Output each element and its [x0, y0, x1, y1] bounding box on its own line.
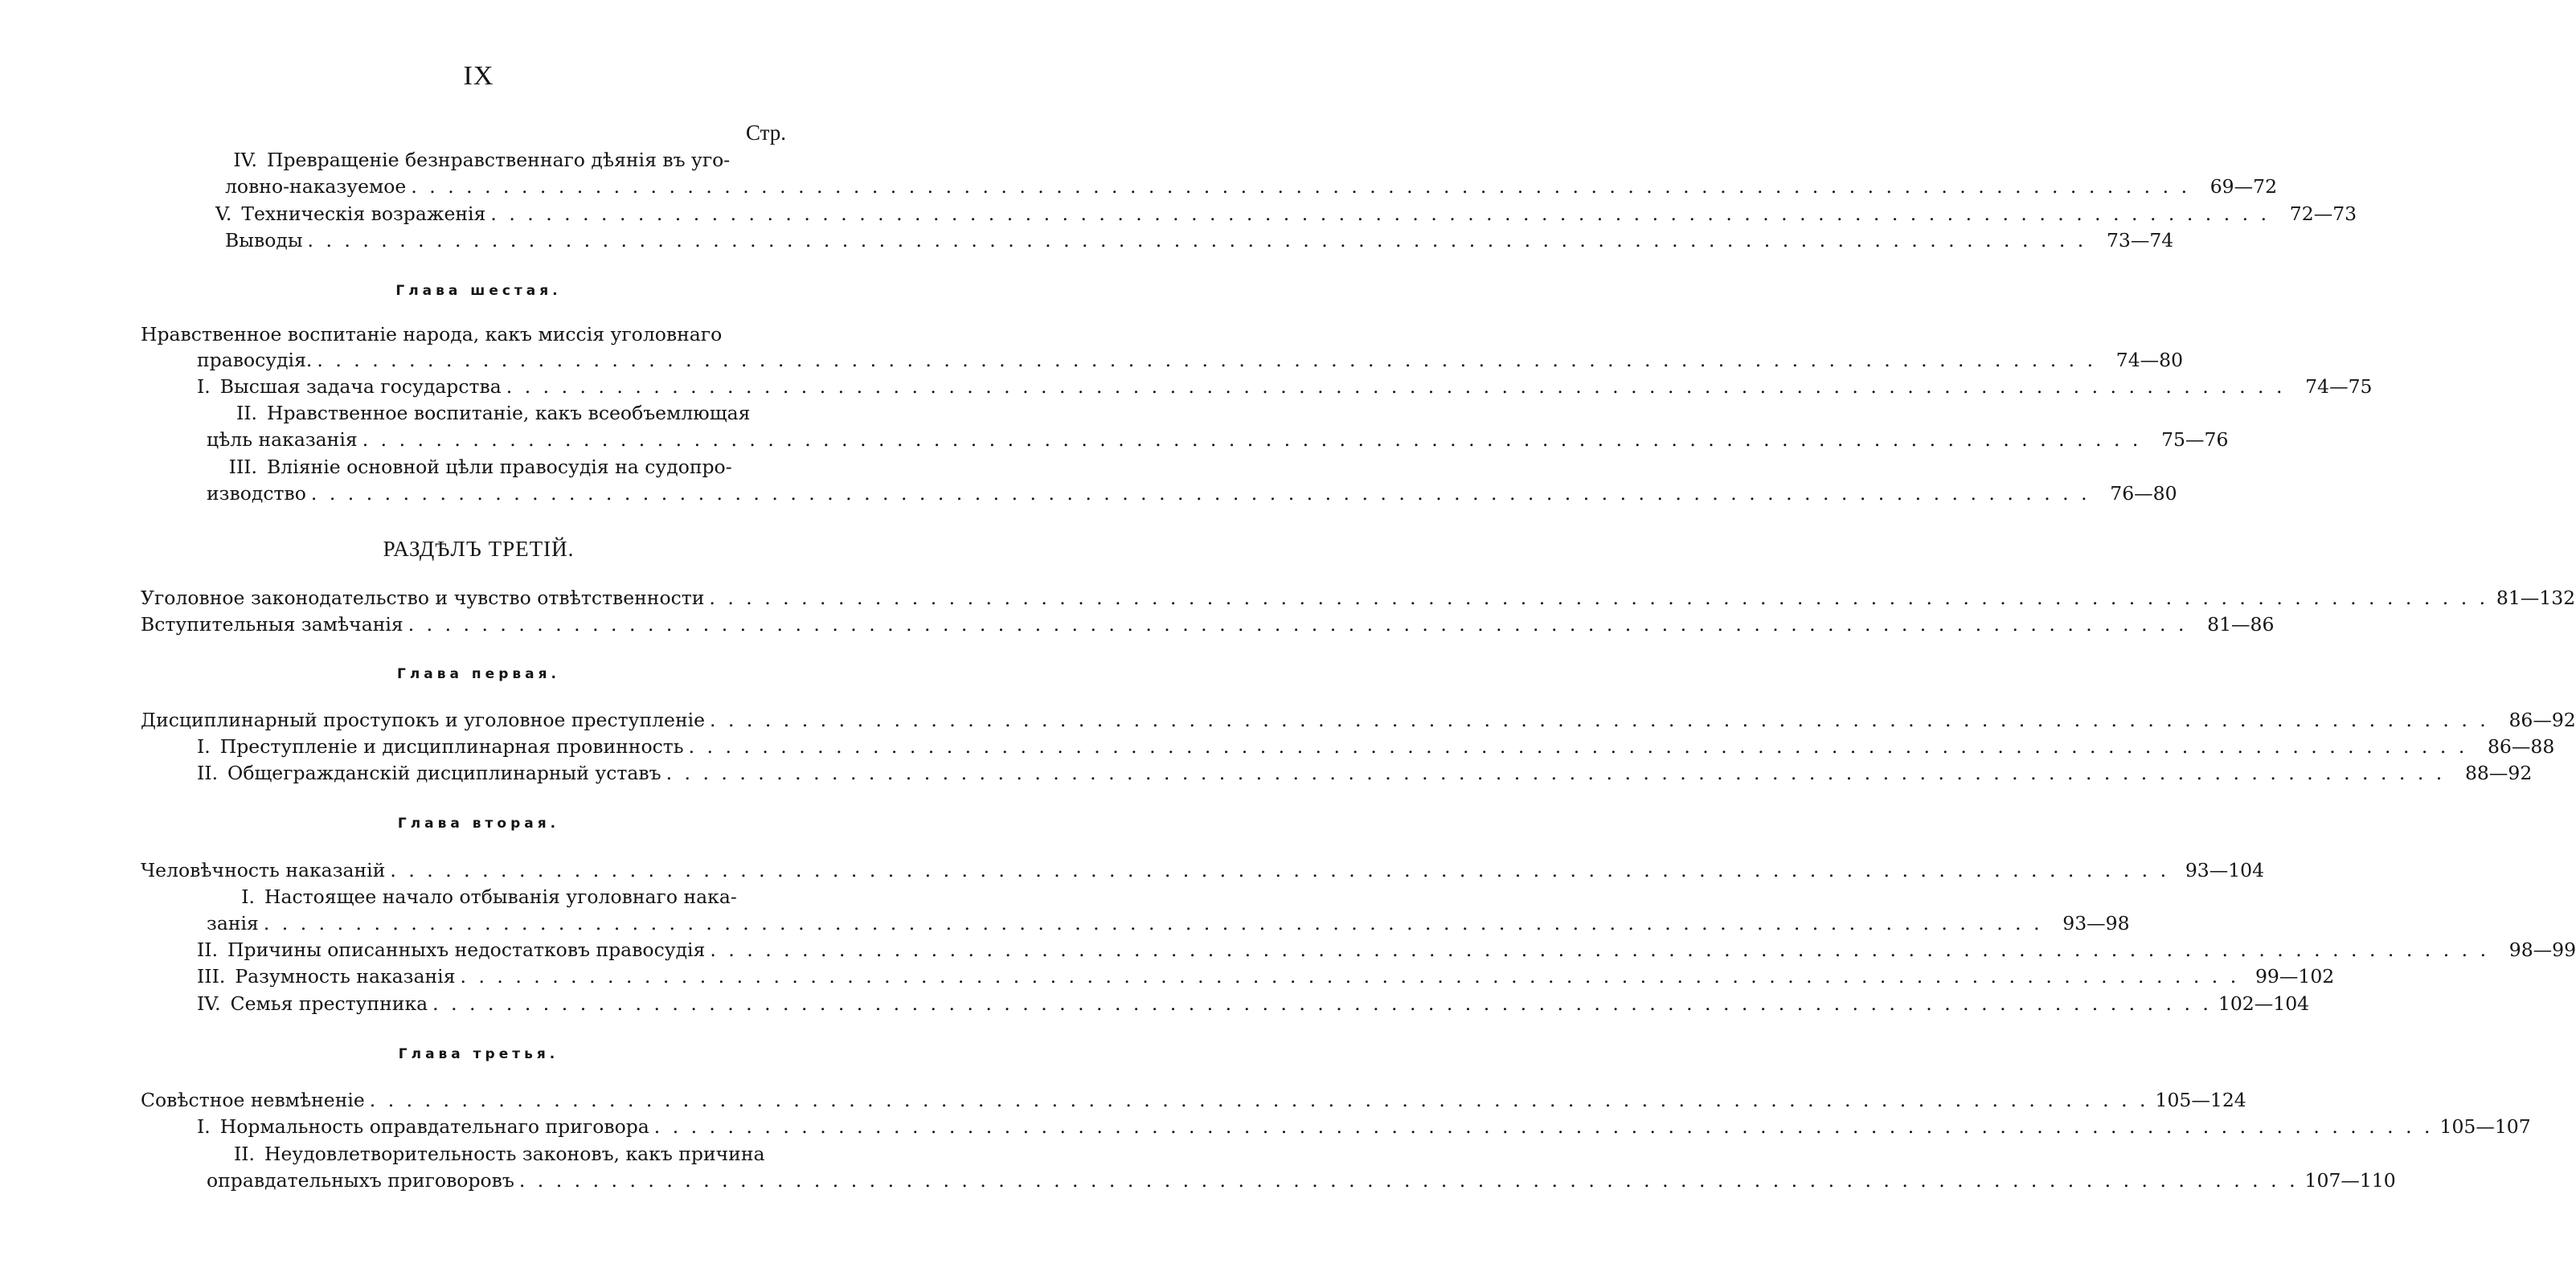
entry-pages: 93—98 — [2062, 912, 2130, 935]
entry-pages: 81—132 — [2496, 587, 2576, 609]
entry-pages: 105—107 — [2439, 1115, 2531, 1138]
entry-title: Превращеніе безнравственнаго дѣянія въ уго- — [267, 149, 731, 171]
chapter-heading: Глава первая. — [397, 666, 560, 682]
leader-dots — [661, 760, 2446, 786]
entry-title: Нравственное воспитаніе народа, какъ миссія уголовнаго — [141, 323, 723, 346]
entry-pages: 107—110 — [2304, 1169, 2396, 1192]
leader-dots — [704, 585, 2488, 611]
leader-dots — [428, 991, 2212, 1016]
entry-title: Вліяніе основной цѣли правосудія на судопро- — [267, 456, 732, 478]
toc-entry — [215, 147, 810, 173]
leader-dots — [259, 910, 2043, 936]
toc-entry — [141, 1087, 2246, 1113]
entry-pages: 88—92 — [2464, 762, 2533, 784]
entry-pages: 93—104 — [2185, 859, 2265, 881]
entry-title: Уголовное законодательство и чувство отвѣтственности — [141, 587, 705, 609]
entry-title: Человѣчность наказаній — [141, 859, 386, 881]
leader-dots — [684, 734, 2468, 759]
leader-dots — [403, 611, 2188, 637]
leader-dots — [358, 427, 2142, 452]
toc-entry — [141, 585, 2576, 611]
entry-number: II. — [197, 939, 219, 961]
toc-entry — [197, 481, 2177, 506]
entry-title: Вступительныя замѣчанія — [141, 613, 403, 636]
leader-dots — [514, 1168, 2299, 1193]
toc-entry — [197, 991, 2310, 1016]
entry-number: V. — [215, 202, 232, 225]
toc-entry — [215, 201, 2357, 227]
entry-pages: 86—92 — [2508, 709, 2576, 731]
entry-pages: 73—74 — [2106, 229, 2174, 252]
leader-dots — [502, 374, 2286, 399]
toc-entry — [141, 321, 808, 347]
section-heading: РАЗДѢЛЪ ТРЕТІЙ. — [383, 537, 575, 561]
toc-entry — [197, 884, 808, 910]
entry-title: Выводы — [225, 229, 303, 252]
entry-title: Нормальность оправдательнаго приговора — [219, 1115, 649, 1138]
entry-pages: 86—88 — [2487, 735, 2555, 758]
entry-title: оправдательныхъ приговоровъ — [207, 1169, 514, 1192]
leader-dots — [456, 963, 2240, 989]
entry-pages: 74—80 — [2115, 349, 2184, 371]
toc-entry — [141, 857, 2265, 883]
toc-entry — [197, 347, 2184, 373]
entry-pages: 72—73 — [2289, 202, 2357, 225]
entry-title: Семья преступника — [230, 992, 428, 1015]
chapter-heading: Глава третья. — [398, 1046, 559, 1062]
leader-dots — [649, 1114, 2434, 1139]
entry-number: I. — [197, 375, 211, 398]
entry-title: Общегражданскій дисциплинарный уставъ — [227, 762, 661, 784]
entry-number: II. — [233, 1143, 255, 1165]
entry-title: Техническія возраженія — [241, 202, 486, 225]
entry-title: Настоящее начало отбыванія уголовнаго нака- — [264, 885, 737, 908]
entry-number: II. — [197, 762, 219, 784]
entry-number: I. — [241, 885, 255, 908]
entry-number: I. — [197, 735, 211, 758]
entry-number: II. — [235, 402, 257, 424]
entry-title: Преступленіе и дисциплинарная провинность — [219, 735, 684, 758]
entry-pages: 99—102 — [2255, 965, 2335, 988]
leader-dots — [365, 1087, 2149, 1113]
entry-title: Совѣстное невмѣненіе — [141, 1089, 365, 1111]
entry-pages: 76—80 — [2110, 482, 2177, 505]
leader-dots — [306, 481, 2091, 506]
entry-number: III. — [228, 456, 257, 478]
leader-dots — [385, 857, 2169, 883]
entry-title: Неудовлетворительность законовъ, какъ причина — [264, 1143, 765, 1165]
toc-entry — [197, 734, 2555, 759]
toc-entry — [141, 707, 2576, 733]
toc-entry — [197, 963, 2335, 989]
entry-title: ловно-наказуемое — [225, 175, 407, 198]
entry-title: Нравственное воспитаніе, какъ всеобъемлющая — [267, 402, 751, 424]
page-number: IX — [463, 61, 494, 91]
leader-dots — [485, 201, 2270, 227]
entry-title: Разумность наказанія — [235, 965, 456, 988]
toc-entry — [215, 174, 2278, 199]
entry-number: III. — [197, 965, 226, 988]
entry-title: Дисциплинарный проступокъ и уголовное преступленіе — [141, 709, 706, 731]
toc-entry — [197, 937, 2576, 963]
toc-entry — [215, 227, 2174, 253]
entry-number: IV. — [233, 149, 257, 171]
toc-entry — [197, 1168, 2396, 1193]
toc-entry — [197, 1114, 2531, 1139]
entry-title: Причины описанныхъ недостатковъ правосудія — [227, 939, 706, 961]
entry-pages: 102—104 — [2218, 992, 2310, 1015]
pages-column-label: Стр. — [746, 121, 787, 145]
toc-entry — [197, 400, 808, 426]
toc-entry — [197, 427, 2229, 452]
toc-entry — [197, 910, 2130, 936]
toc-entry — [197, 760, 2533, 786]
leader-dots — [705, 937, 2489, 963]
entry-number: I. — [197, 1115, 211, 1138]
entry-title: правосудія. — [197, 349, 313, 371]
leader-dots — [303, 227, 2087, 253]
entry-title: цѣль наказанія — [207, 428, 358, 451]
entry-pages: 81—86 — [2207, 613, 2275, 636]
chapter-heading: Глава шестая. — [395, 283, 562, 299]
entry-title: изводство — [207, 482, 306, 505]
entry-pages: 75—76 — [2161, 428, 2229, 451]
entry-pages: 74—75 — [2305, 375, 2373, 398]
leader-dots — [312, 347, 2096, 373]
entry-pages: 105—124 — [2155, 1089, 2246, 1111]
toc-entry — [141, 611, 2275, 637]
toc-entry — [197, 1141, 808, 1167]
entry-title: занія — [207, 912, 259, 935]
entry-pages: 69—72 — [2209, 175, 2278, 198]
toc-entry — [197, 374, 2373, 399]
entry-title: Высшая задача государства — [219, 375, 502, 398]
entry-pages: 98—99 — [2508, 939, 2576, 961]
leader-dots — [406, 174, 2190, 199]
toc-entry — [197, 454, 808, 480]
entry-number: IV. — [197, 992, 221, 1015]
leader-dots — [705, 707, 2489, 733]
chapter-heading: Глава вторая. — [397, 816, 560, 832]
